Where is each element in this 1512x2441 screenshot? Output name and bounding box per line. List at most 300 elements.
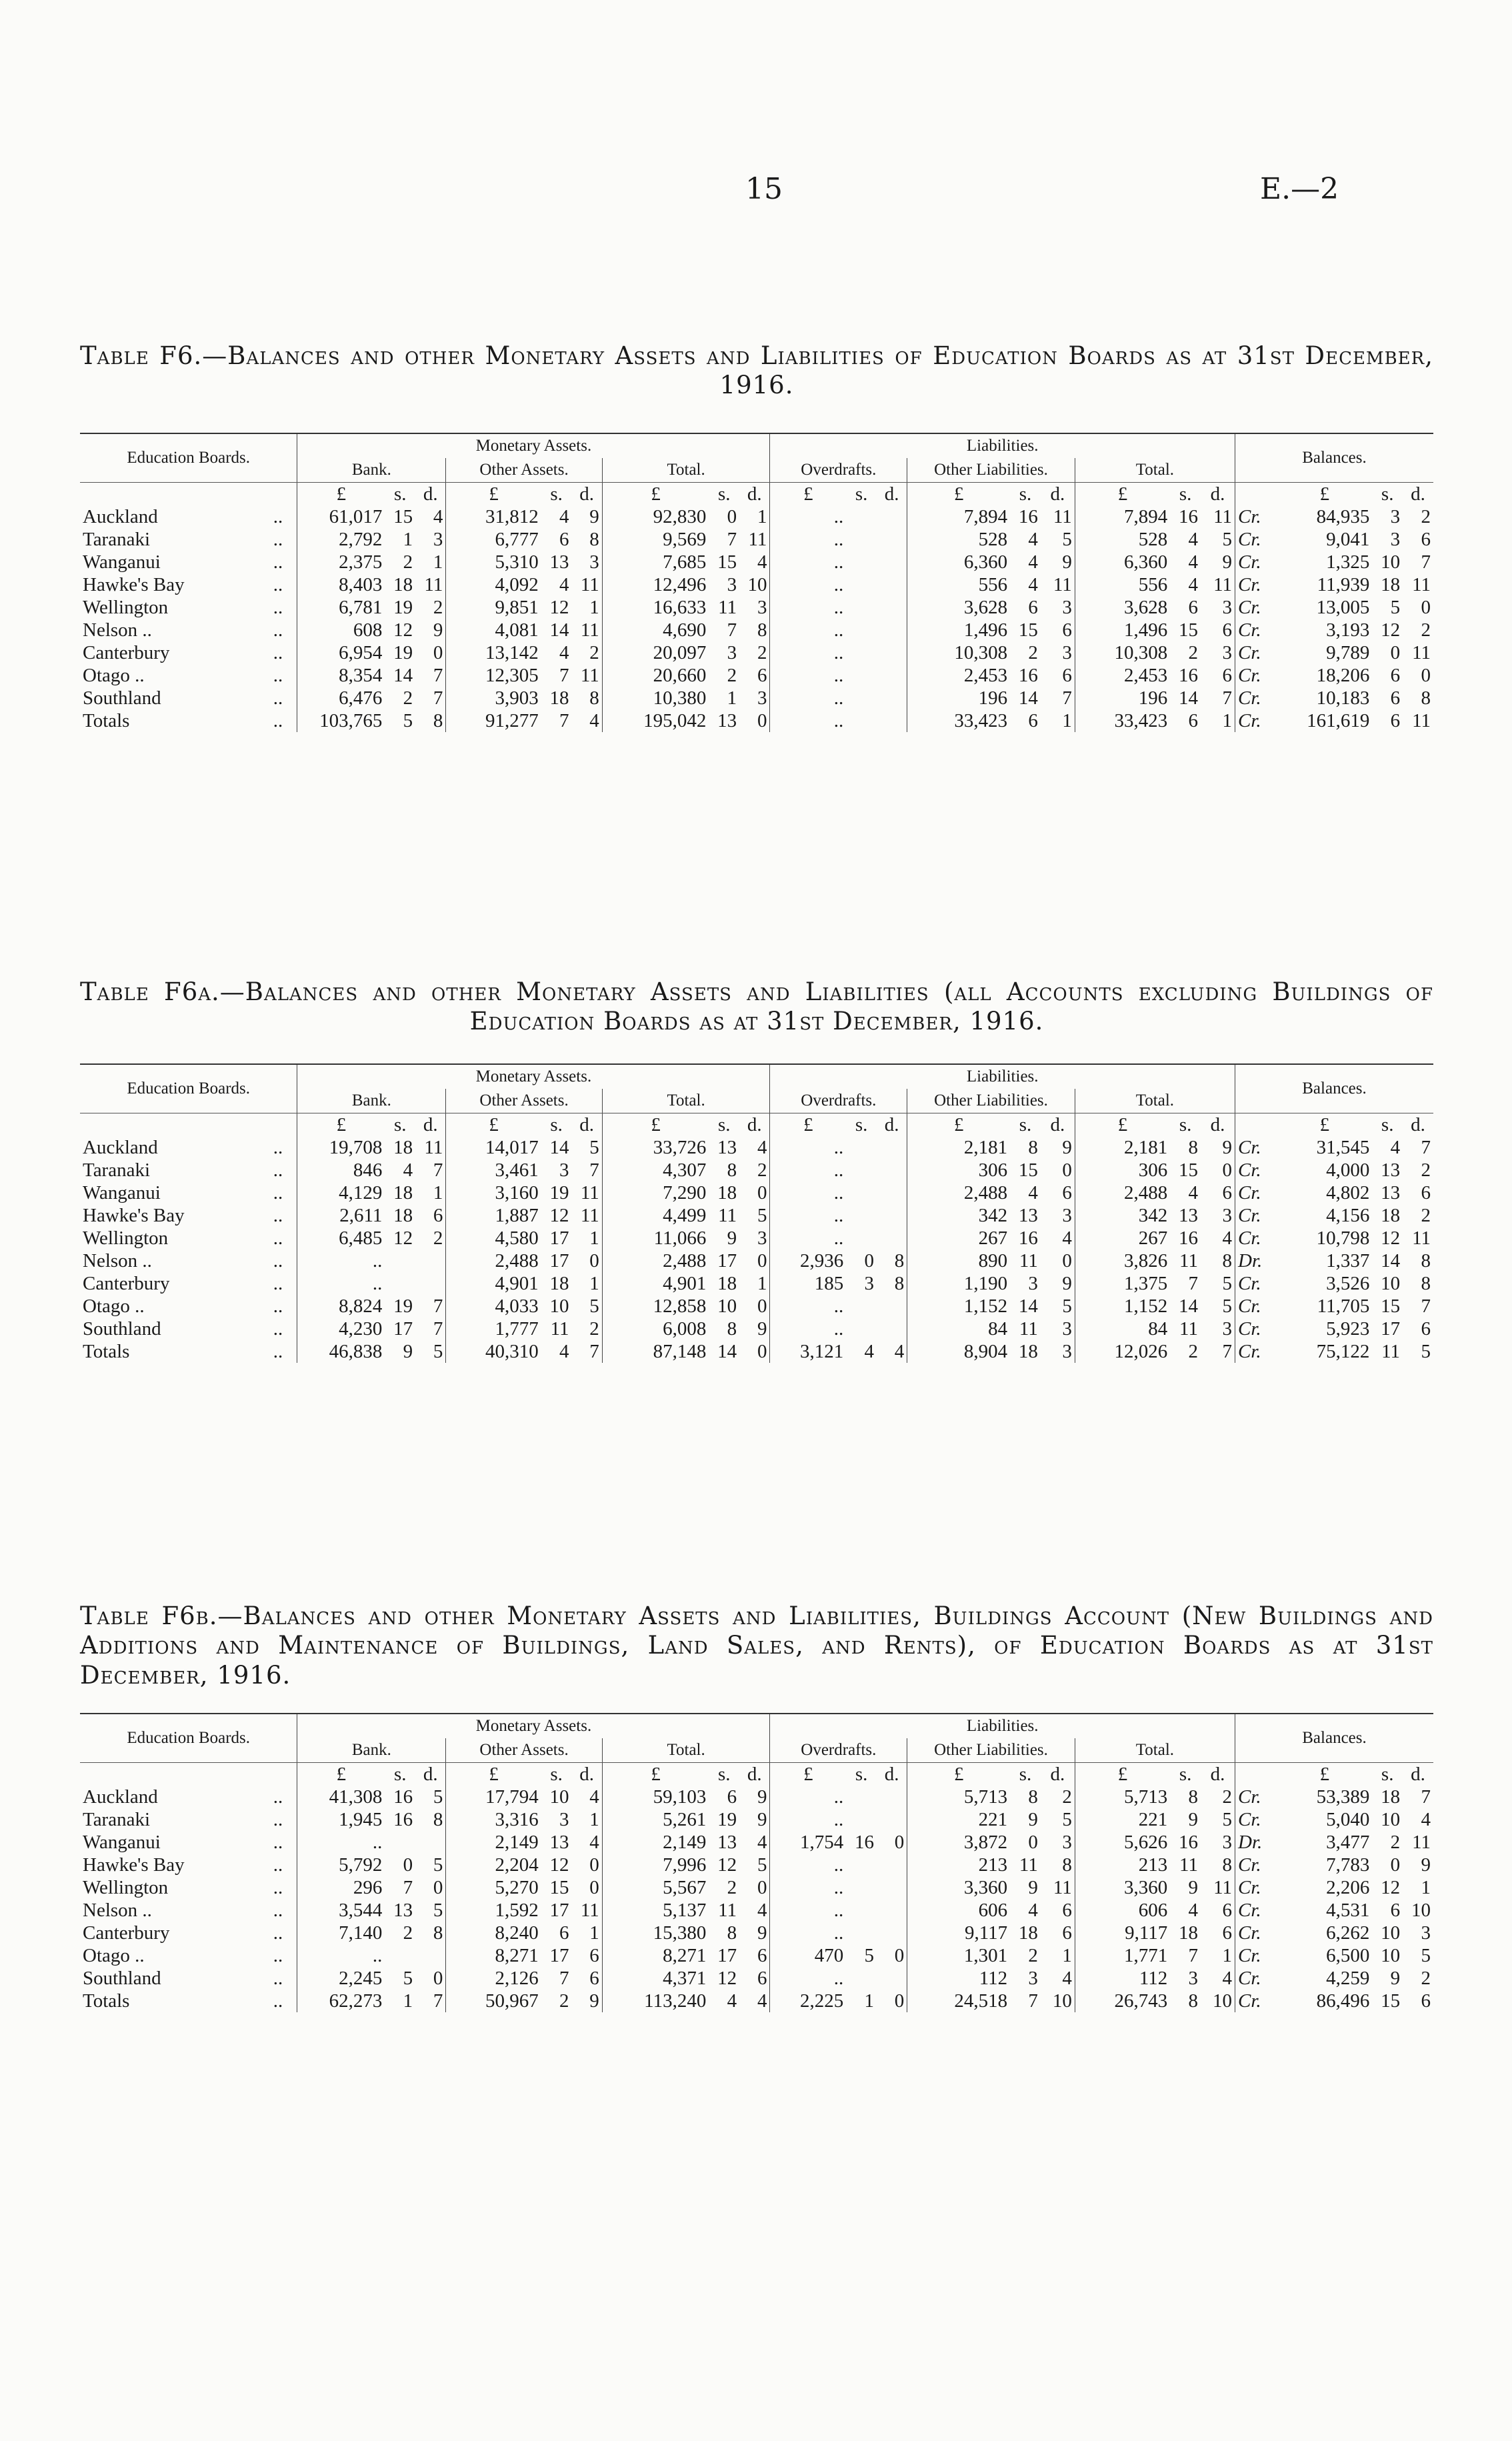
over-pence [877,1136,907,1159]
balance-pence: 2 [1421,1204,1431,1226]
balance-direction: Cr. [1235,1227,1277,1250]
over-shillings [846,1227,877,1250]
balance-pounds: 4,156 [1326,1204,1370,1226]
bank-pounds: 103,765 [297,709,385,732]
balance-direction: Cr. [1235,1318,1277,1340]
bank-pounds: 6,476 [297,687,385,709]
oliab-shillings: 18 [1018,1340,1038,1362]
board-name: Totals [83,709,130,731]
oliab-pounds: 112 [907,1967,1010,1990]
oliab-pence: 6 [1062,664,1072,686]
ltotal-pounds: 33,423 [1075,709,1170,732]
ltotal-pence: 8 [1222,1854,1232,1876]
oliab-shillings: 9 [1028,1877,1038,1899]
over-pence [877,1227,907,1250]
shilling-unit: s. [855,483,868,505]
bank-shillings: 16 [393,1809,413,1831]
over-shillings [846,664,877,687]
ltotal-shillings: 11 [1179,1854,1198,1876]
oliab-pounds: 10,308 [907,641,1010,664]
balance-shillings: 5 [1390,596,1401,618]
other-pounds: 1,887 [446,1204,541,1227]
table-row [80,551,1433,573]
ltotal-shillings: 16 [1178,1227,1198,1249]
over-pounds: .. [770,641,846,664]
other-shillings: 13 [549,551,569,573]
over-shillings: 16 [855,1832,875,1854]
leader-dots: .. [273,619,283,641]
balance-direction: Cr. [1235,1876,1277,1899]
bank-pounds: 8,403 [297,573,385,596]
over-pence: 8 [894,1250,905,1272]
balance-direction: Cr. [1235,1786,1277,1808]
total-pence: 0 [757,1181,767,1203]
board-name: Nelson .. [83,1900,152,1922]
pence-unit: d. [423,483,438,505]
over-shillings: 3 [864,1272,875,1294]
leader-dots: .. [273,1809,283,1831]
table-title: Table F6.—Balances and other Monetary Assets and Liabilities of Education Boards as at 31st December, 1916. [80,341,1433,400]
total-shillings: 15 [717,551,737,573]
pound-unit: £ [297,482,385,505]
table-row [80,1318,1433,1340]
table-row [80,687,1433,709]
ltotal-shillings: 18 [1178,1922,1198,1944]
total-pence: 0 [757,1295,767,1317]
balance-direction: Cr. [1235,664,1277,687]
leader-dots: .. [273,1900,283,1922]
leader-dots: .. [273,1340,283,1362]
pence-unit: d. [747,1764,762,1786]
ltotal-pounds: 528 [1075,528,1170,551]
oliab-pounds: 342 [907,1204,1010,1227]
leader-dots: .. [273,573,283,595]
ltotal-shillings: 16 [1178,1832,1198,1854]
col-liabilities-total: Total. [1075,458,1235,483]
table-row [80,1922,1433,1944]
board-name: Auckland [83,505,158,527]
balance-shillings: 12 [1381,619,1401,641]
total-pounds: 4,690 [602,619,709,641]
other-pounds: 9,851 [446,596,541,619]
leader-dots: .. [273,1786,283,1808]
over-shillings [846,709,877,732]
ltotal-shillings: 4 [1188,551,1198,573]
pence-unit: d. [884,1764,899,1786]
board-name: Southland [83,1318,161,1340]
total-shillings: 13 [717,1832,737,1854]
ltotal-pounds: 6,360 [1075,551,1170,573]
board-name: Taranaki [83,1809,151,1831]
over-pounds: .. [770,709,846,732]
balance-pounds: 75,122 [1316,1340,1370,1362]
ltotal-pounds: 12,026 [1075,1340,1170,1363]
ltotal-pence: 2 [1222,1786,1232,1808]
balance-shillings: 18 [1381,1204,1401,1226]
other-pence: 9 [589,505,599,527]
pence-unit: d. [1210,483,1225,505]
over-shillings [846,551,877,573]
oliab-pounds: 3,872 [907,1831,1010,1854]
other-pence: 11 [580,619,599,641]
ltotal-shillings: 9 [1188,1809,1198,1831]
oliab-pounds: 890 [907,1250,1010,1272]
ltotal-pounds: 306 [1075,1159,1170,1181]
shilling-unit: s. [550,1113,563,1135]
balance-pence: 2 [1421,1968,1431,1990]
pound-unit: £ [446,1763,541,1786]
table-row [80,505,1433,528]
ltotal-shillings: 8 [1188,1786,1198,1808]
table-title: Table F6b.—Balances and other Monetary Assets and Liabilities, Buildings Account (New Buildings and Additions and Maintenance of Buildings, Land Sales, and Rents), of Education Boards as at 31st December, 1916. [80,1602,1433,1690]
over-pounds: .. [770,528,846,551]
oliab-shillings: 3 [1028,1272,1038,1294]
balance-pence: 7 [1421,1136,1431,1158]
bank-pounds: 4,230 [297,1318,385,1340]
balance-pounds: 18,206 [1316,664,1370,686]
oliab-pounds: 2,488 [907,1181,1010,1204]
oliab-pence: 11 [1053,1877,1072,1899]
balance-pence: 6 [1421,1990,1431,2012]
balance-shillings: 6 [1390,687,1401,709]
balance-shillings: 15 [1381,1295,1401,1317]
ltotal-pence: 3 [1222,1832,1232,1854]
pound-unit: £ [1075,482,1170,505]
total-pounds: 113,240 [602,1990,709,2012]
board-name: Canterbury [83,1272,170,1294]
bank-pence: 5 [433,1340,443,1362]
bank-pence: 9 [433,619,443,641]
pence-unit: d. [1210,1764,1225,1786]
balance-pounds: 84,935 [1316,505,1370,527]
over-pounds: .. [770,1876,846,1899]
balance-pounds: 2,206 [1326,1877,1370,1899]
board-name: Southland [83,687,161,709]
other-shillings: 14 [549,619,569,641]
other-pounds: 2,204 [446,1854,541,1876]
balance-direction: Cr. [1235,573,1277,596]
over-pence [877,505,907,528]
total-pounds: 92,830 [602,505,709,528]
balance-direction: Cr. [1235,1295,1277,1318]
total-pence: 4 [757,551,767,573]
over-shillings: 5 [864,1945,875,1967]
total-pounds: 7,996 [602,1854,709,1876]
total-pence: 9 [757,1786,767,1808]
bank-pounds: 3,544 [297,1899,385,1922]
over-pounds: .. [770,1786,846,1808]
ltotal-pence: 6 [1222,1900,1232,1922]
balance-shillings: 11 [1381,1340,1401,1362]
total-shillings: 2 [727,664,737,686]
over-shillings [846,1899,877,1922]
oliab-shillings: 6 [1028,709,1038,731]
table-row [80,1136,1433,1159]
pound-unit: £ [770,482,846,505]
balance-shillings: 9 [1390,1968,1401,1990]
bank-pence: 5 [433,1900,443,1922]
ltotal-pounds: 5,713 [1075,1786,1170,1808]
total-shillings: 17 [717,1250,737,1272]
total-pence: 6 [757,1968,767,1990]
over-shillings [846,1854,877,1876]
col-education-boards: Education Boards. [80,1064,297,1113]
over-pounds: .. [770,1899,846,1922]
oliab-pence: 0 [1062,1159,1072,1181]
other-shillings: 4 [559,641,569,663]
balance-pence: 2 [1421,505,1431,527]
total-shillings: 14 [717,1340,737,1362]
bank-pounds: 5,792 [297,1854,385,1876]
over-shillings [846,1181,877,1204]
oliab-pounds: 221 [907,1808,1010,1831]
board-name: Otago .. [83,1945,145,1967]
total-pence: 6 [757,664,767,686]
over-pounds: .. [770,505,846,528]
bank-pounds: 41,308 [297,1786,385,1808]
over-shillings [846,619,877,641]
total-pence: 10 [747,573,767,595]
pound-unit: £ [770,1113,846,1136]
over-shillings [846,1786,877,1808]
other-pounds: 3,903 [446,687,541,709]
shilling-unit: s. [393,483,407,505]
bank-pounds: .. [297,1831,385,1854]
balance-pounds: 10,183 [1316,687,1370,709]
balance-direction: Cr. [1235,687,1277,709]
ltotal-shillings: 8 [1188,1136,1198,1158]
total-shillings: 18 [717,1272,737,1294]
other-pounds: 2,488 [446,1250,541,1272]
over-shillings [846,1159,877,1181]
other-pounds: 50,967 [446,1990,541,2012]
other-shillings: 10 [549,1786,569,1808]
total-shillings: 11 [718,1900,737,1922]
total-pence: 4 [757,1900,767,1922]
balance-shillings: 17 [1381,1318,1401,1340]
bank-shillings: 19 [393,596,413,618]
bank-pounds: 2,245 [297,1967,385,1990]
oliab-pounds: 24,518 [907,1990,1010,2012]
total-pence: 3 [757,687,767,709]
other-pounds: 4,092 [446,573,541,596]
total-pounds: 4,307 [602,1159,709,1181]
other-shillings: 6 [559,528,569,550]
col-other-assets: Other Assets. [446,1089,602,1113]
total-shillings: 4 [727,1990,737,2012]
board-name: Wellington [83,596,169,618]
bank-pounds: 8,354 [297,664,385,687]
shilling-unit: s. [1179,1764,1192,1786]
other-pence: 1 [589,1272,599,1294]
shilling-unit: s. [717,1113,731,1135]
over-pounds: .. [770,573,846,596]
oliab-pounds: 606 [907,1899,1010,1922]
ltotal-shillings: 3 [1188,1968,1198,1990]
bank-shillings: 1 [403,1990,413,2012]
over-shillings [846,596,877,619]
pound-unit: £ [446,1113,541,1136]
bank-shillings [385,1250,415,1272]
total-pence: 1 [757,1272,767,1294]
over-pounds: 470 [770,1944,846,1967]
bank-pence: 7 [433,664,443,686]
over-pounds: .. [770,1159,846,1181]
bank-pounds: 62,273 [297,1990,385,2012]
other-shillings: 2 [559,1990,569,2012]
balance-shillings: 10 [1381,1272,1401,1294]
ltotal-shillings: 13 [1178,1204,1198,1226]
total-pounds: 10,380 [602,687,709,709]
ltotal-pounds: 606 [1075,1899,1170,1922]
oliab-pounds: 1,301 [907,1944,1010,1967]
oliab-shillings: 2 [1028,641,1038,663]
leader-dots: .. [273,1990,283,2012]
leader-dots: .. [273,596,283,618]
pence-unit: d. [1210,1113,1225,1135]
table-row [80,1854,1433,1876]
oliab-pounds: 7,894 [907,505,1010,528]
ltotal-pence: 8 [1222,1250,1232,1272]
total-pounds: 7,685 [602,551,709,573]
balance-pounds: 3,193 [1326,619,1370,641]
col-balances: Balances. [1235,1064,1434,1113]
total-pounds: 59,103 [602,1786,709,1808]
bank-pence: 6 [433,1204,443,1226]
ltotal-pounds: 3,360 [1075,1876,1170,1899]
other-shillings: 17 [549,1227,569,1249]
total-pence: 2 [757,641,767,663]
table-row [80,1831,1433,1854]
leader-dots: .. [273,687,283,709]
board-name: Wellington [83,1877,169,1899]
over-pence [877,573,907,596]
col-bank: Bank. [297,1089,446,1113]
col-education-boards: Education Boards. [80,433,297,483]
ltotal-pounds: 3,826 [1075,1250,1170,1272]
other-shillings: 18 [549,1272,569,1294]
total-shillings: 7 [727,619,737,641]
ltotal-shillings: 6 [1188,709,1198,731]
board-name: Southland [83,1968,161,1990]
oliab-pence: 3 [1062,641,1072,663]
col-other-liabilities: Other Liabilities. [907,458,1075,483]
other-pence: 5 [589,1136,599,1158]
balance-shillings: 13 [1381,1181,1401,1203]
bank-pence: 7 [433,1295,443,1317]
balance-pence: 9 [1421,1854,1431,1876]
balance-pence: 11 [1412,1227,1431,1249]
oliab-pounds: 5,713 [907,1786,1010,1808]
units-row [80,1763,1433,1786]
ltotal-pence: 9 [1222,1136,1232,1158]
units-spacer [1235,1113,1277,1136]
ltotal-shillings: 14 [1178,1295,1198,1317]
other-shillings: 3 [559,1159,569,1181]
pound-unit: £ [602,1763,709,1786]
balance-pounds: 4,259 [1326,1968,1370,1990]
over-shillings [846,1318,877,1340]
oliab-shillings: 14 [1018,1295,1038,1317]
ltotal-pounds: 1,152 [1075,1295,1170,1318]
bank-pounds: .. [297,1944,385,1967]
over-shillings [846,1295,877,1318]
oliab-pence: 2 [1062,1786,1072,1808]
over-pounds: .. [770,1808,846,1831]
balance-pounds: 4,531 [1326,1900,1370,1922]
col-monetary-assets: Monetary Assets. [297,1064,770,1089]
balance-pence: 8 [1421,687,1431,709]
ltotal-pence: 9 [1222,551,1232,573]
oliab-pence: 5 [1062,1809,1072,1831]
ltotal-pence: 6 [1222,1922,1232,1944]
total-pence: 0 [757,1877,767,1899]
col-education-boards: Education Boards. [80,1714,297,1763]
balance-shillings: 14 [1381,1250,1401,1272]
leader-dots: .. [273,551,283,573]
ltotal-pounds: 112 [1075,1967,1170,1990]
board-name: Auckland [83,1786,158,1808]
oliab-shillings: 6 [1028,596,1038,618]
over-pence [877,664,907,687]
ltotal-shillings: 14 [1178,687,1198,709]
oliab-pence: 6 [1062,1922,1072,1944]
oliab-shillings: 16 [1018,664,1038,686]
ltotal-pounds: 84 [1075,1318,1170,1340]
shilling-unit: s. [1179,1113,1192,1135]
leader-dots: .. [273,641,283,663]
bank-pounds: 2,611 [297,1204,385,1227]
balance-direction: Cr. [1235,596,1277,619]
ltotal-pence: 5 [1222,1272,1232,1294]
over-pence [877,641,907,664]
total-pounds: 87,148 [602,1340,709,1363]
leader-dots: .. [273,1318,283,1340]
balance-pence: 7 [1421,551,1431,573]
bank-shillings: 5 [403,1968,413,1990]
shilling-unit: s. [717,1764,731,1786]
other-pounds: 5,310 [446,551,541,573]
total-shillings: 12 [717,1968,737,1990]
balance-direction: Cr. [1235,551,1277,573]
bank-pence: 7 [433,687,443,709]
table-row [80,573,1433,596]
balances-table [80,1063,1433,1363]
oliab-pounds: 1,496 [907,619,1010,641]
ltotal-pence: 5 [1222,1295,1232,1317]
other-pounds: 5,270 [446,1876,541,1899]
total-pence: 3 [757,1227,767,1249]
oliab-pence: 1 [1062,1945,1072,1967]
table-row [80,1227,1433,1250]
bank-pounds: 8,824 [297,1295,385,1318]
balance-pence: 0 [1421,664,1431,686]
units-spacer [80,482,297,505]
pound-unit: £ [446,482,541,505]
board-name: Nelson .. [83,619,152,641]
col-liabilities-total: Total. [1075,1738,1235,1763]
pence-unit: d. [423,1113,438,1135]
balance-direction: Cr. [1235,641,1277,664]
shilling-unit: s. [550,483,563,505]
oliab-pence: 7 [1062,687,1072,709]
other-pence: 8 [589,687,599,709]
ltotal-pounds: 267 [1075,1227,1170,1250]
ltotal-shillings: 16 [1178,664,1198,686]
col-assets-total: Total. [602,458,770,483]
oliab-pounds: 33,423 [907,709,1010,732]
bank-pence: 2 [433,1227,443,1249]
